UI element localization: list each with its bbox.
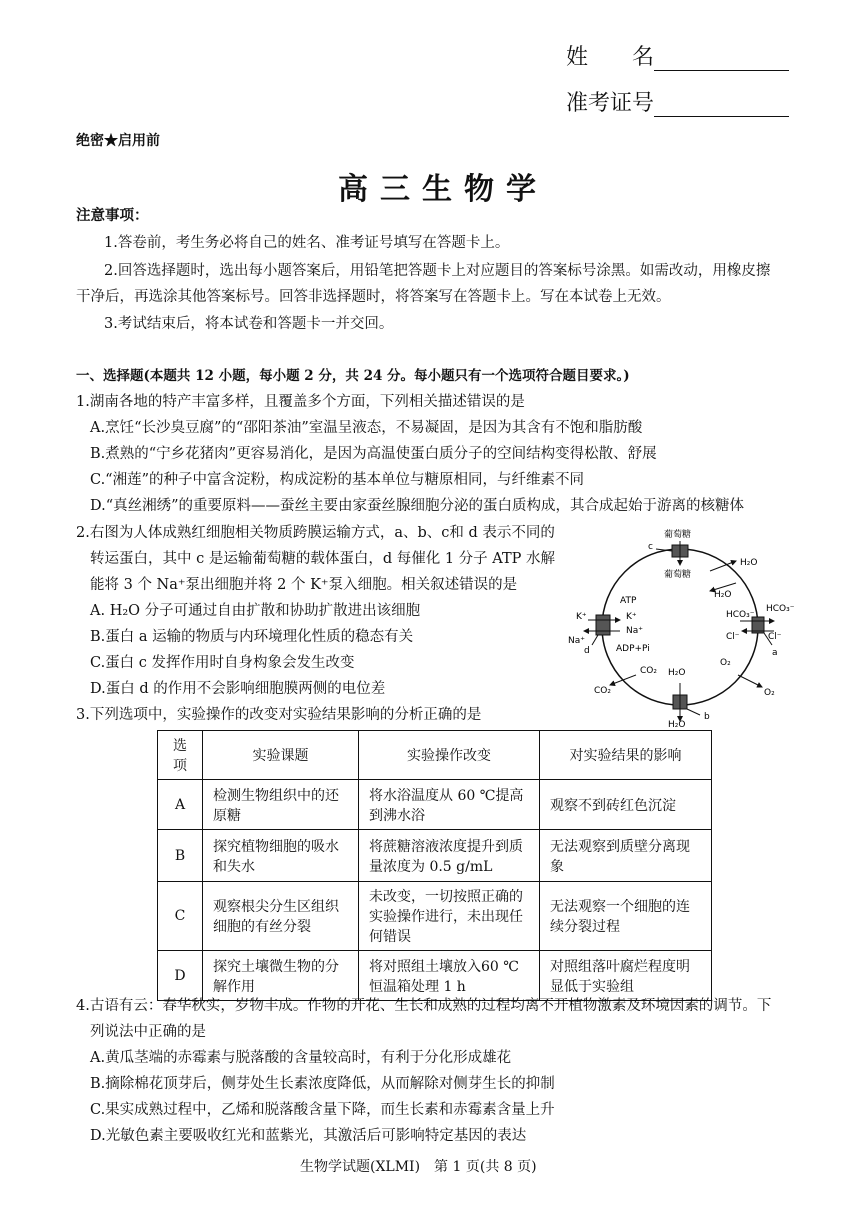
name-field [566,40,789,71]
question-option: C.“湘莲”的种子中富含淀粉，构成淀粉的基本单位与糖原相同，与纤维素不同 [90,472,585,488]
co2-out-label: CO₂ [594,686,611,696]
b-label: b [704,712,710,722]
na-out-label: Na⁺ [568,636,585,646]
question-option: B.煮熟的“宁乡花猪肉”更容易消化，是因为高温使蛋白质分子的空间结构变得松散、舒展 [90,446,657,462]
notice-heading: 注意事项： [76,207,149,224]
table-cell: 无法观察一个细胞的连续分裂过程 [540,882,712,951]
page-title: 高三生物学 [338,172,548,207]
h2o-label: H₂O [740,558,758,568]
question-stem: 1.湖南各地的特产丰富多样，且覆盖多个方面，下列相关描述错误的是 [76,394,525,410]
question-stem: 3.下列选项中，实验操作的改变对实验结果影响的分析正确的是 [76,707,482,723]
table-cell: 探究植物细胞的吸水和失水 [203,830,359,882]
id-field [566,86,789,117]
table-cell: 无法观察到质壁分离现象 [540,830,712,882]
question-stem: 2.右图为人体成熟红细胞相关物质跨膜运输方式，a、b、c和 d 表示不同的 [76,525,555,541]
table-row [158,780,712,830]
question-option: D.蛋白 d 的作用不会影响细胞膜两侧的电位差 [90,681,386,697]
name-label: 姓 名 [566,45,655,70]
hco3-in-label: HCO₃⁻ [726,610,755,620]
question-option: B.蛋白 a 运输的物质与内环境理化性质的稳态有关 [90,629,414,645]
table-row [158,951,712,1001]
o2-out-label: O₂ [764,688,775,698]
question-stem: 转运蛋白，其中 c 是运输葡萄糖的载体蛋白，d 每催化 1 分子 ATP 水解 [90,551,555,567]
o2-in-label: O₂ [720,658,731,668]
table-cell: B [158,830,203,882]
h2o-label: H₂O [714,590,732,600]
question-stem: 能将 3 个 Na⁺泵出细胞并将 2 个 K⁺泵入细胞。相关叙述错误的是 [90,577,518,593]
protein-d [596,615,610,635]
d-label: d [584,646,590,656]
question-option: C.果实成熟过程中，乙烯和脱落酸含量下降，而生长素和赤霉素含量上升 [90,1102,555,1118]
h2o-label: H₂O [668,720,686,730]
question-option: B.摘除棉花顶芽后，侧芽处生长素浓度降低，从而解除对侧芽生长的抑制 [90,1076,555,1092]
question-option: A. H₂O 分子可通过自由扩散和协助扩散进出该细胞 [90,603,421,619]
question-option: D.“真丝湘绣”的重要原料——蚕丝主要由家蚕丝腺细胞分泌的蛋白质构成，其合成起始于游离的核糖体 [90,498,745,514]
table-cell: A [158,780,203,830]
table-header: 实验课题 [203,731,359,780]
notice-item: 2.回答选择题时，选出每小题答案后，用铅笔把答题卡上对应题目的答案标号涂黑。如需改动，用橡皮擦 [104,263,771,279]
a-label: a [772,648,778,658]
table-cell: D [158,951,203,1001]
question-stem: 列说法中正确的是 [90,1024,206,1040]
table-header: 对实验结果的影响 [540,731,712,780]
k-out-label: K⁺ [576,612,587,622]
table-cell: 观察根尖分生区组织细胞的有丝分裂 [203,882,359,951]
red-blood-cell-diagram [560,525,810,730]
cl-out-label: Cl⁻ [768,632,782,642]
co2-in-label: CO₂ [640,666,657,676]
table-row [158,882,712,951]
question-option: C.蛋白 c 发挥作用时自身构象会发生改变 [90,655,355,671]
table-header-row [158,731,712,780]
experiment-table [157,730,712,1001]
notice-item: 1.答卷前，考生务必将自己的姓名、准考证号填写在答题卡上。 [104,235,510,251]
table-cell: 将水浴温度从 60 ℃提高到沸水浴 [359,780,540,830]
id-blank [654,116,789,117]
atp-label: ATP [620,596,637,606]
table-row [158,830,712,882]
question-option: D.光敏色素主要吸收红光和蓝紫光，其激活后可影响特定基因的表达 [90,1128,527,1144]
table-cell: 将蔗糖溶液浓度提升到质量浓度为 0.5 g/mL [359,830,540,882]
h2o-label: H₂O [668,668,686,678]
na-in-label: Na⁺ [626,626,643,636]
table-cell: 将对照组土壤放入60 ℃恒温箱处理 1 h [359,951,540,1001]
notice-item: 干净后，再选涂其他答案标号。回答非选择题时，将答案写在答题卡上。写在本试卷上无效。 [76,289,671,305]
c-label: c [648,542,653,552]
table-cell: C [158,882,203,951]
table-cell: 未改变，一切按照正确的实验操作进行，未出现任何错误 [359,882,540,951]
k-in-label: K⁺ [626,612,637,622]
page-footer: 生物学试题(XLMI) 第 1 页(共 8 页) [300,1159,537,1175]
id-label: 准考证号 [566,91,655,116]
glucose-out-label: 葡萄糖 [664,530,692,540]
table-cell: 检测生物组织中的还原糖 [203,780,359,830]
hco3-out-label: HCO₃⁻ [766,604,795,614]
notice-item: 3.考试结束后，将本试卷和答题卡一并交回。 [104,316,394,332]
table-header: 选项 [158,731,203,780]
question-stem: 4.古语有云：春华秋实，岁物丰成。作物的开花、生长和成熟的过程均离不开植物激素及环境因素的调节。下 [76,998,772,1014]
table-header: 实验操作改变 [359,731,540,780]
table-cell: 对照组落叶腐烂程度明显低于实验组 [540,951,712,1001]
adp-label: ADP+Pi [616,644,650,654]
name-blank [654,70,789,71]
section-heading: 一、选择题(本题共 12 小题，每小题 2 分，共 24 分。每小题只有一个选项符合题目要求。) [76,368,630,384]
cl-in-label: Cl⁻ [726,632,740,642]
table-cell: 观察不到砖红色沉淀 [540,780,712,830]
question-option: A.烹饪“长沙臭豆腐”的“邵阳茶油”室温呈液态，不易凝固，是因为其含有不饱和脂肪酸 [90,420,643,436]
question-option: A.黄瓜茎端的赤霉素与脱落酸的含量较高时，有利于分化形成雄花 [90,1050,512,1066]
secret-mark: 绝密★启用前 [76,133,160,149]
glucose-in-label: 葡萄糖 [664,570,692,580]
table-cell: 探究土壤微生物的分解作用 [203,951,359,1001]
